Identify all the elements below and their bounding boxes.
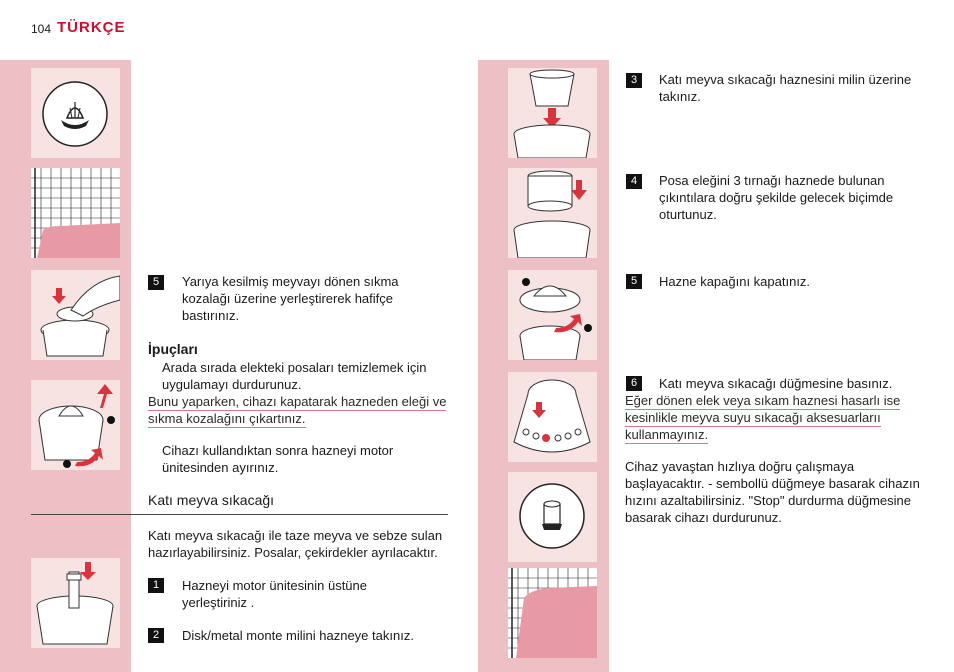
jug-with-spindle-icon xyxy=(31,558,120,648)
section-divider xyxy=(31,514,448,515)
speed-graph-tile xyxy=(31,168,120,258)
citrus-juicer-press-icon xyxy=(31,270,120,360)
jug-spindle-illustration xyxy=(31,558,120,648)
tips-item-2: Cihazı kullandıktan sonra hazneyi motor ünitesinden ayırınız. xyxy=(162,443,394,475)
right-step6-number: 6 xyxy=(626,376,642,391)
page-number: 104 xyxy=(31,22,52,36)
lid-close-illustration xyxy=(508,270,597,360)
lid-rotate-icon xyxy=(508,270,597,360)
juicer-bowl-icon xyxy=(508,68,597,158)
press-fruit-illustration xyxy=(31,270,120,360)
tips-warning-text: Bunu yaparken, cihazı kapatarak hazneden eleği ve sıkma kozalağını çıkartınız. xyxy=(148,394,447,426)
right-step4-text: Posa eleğini 3 tırnağı haznede bulunan çıkıntılara doğru şekilde gelecek biçimde oturtunuz. xyxy=(659,173,894,222)
right-step3-text: Katı meyva sıkacağı haznesini milin üzerine takınız. xyxy=(659,72,912,104)
sieve-insert-illustration xyxy=(508,168,597,258)
right-step5-text: Hazne kapağını kapatınız. xyxy=(659,274,811,289)
right-step4-number: 4 xyxy=(626,174,642,189)
right-step5-number: 5 xyxy=(626,274,642,289)
left-step5-number: 5 xyxy=(148,275,164,290)
left-step1-text: Hazneyi motor ünitesinin üstüne yerleştiriniz . xyxy=(182,578,367,610)
juicer-symbol-icon xyxy=(508,472,597,562)
juicer-disassemble-icon xyxy=(31,380,120,470)
section-intro: Katı meyva sıkacağı ile taze meyva ve sebze sulan hazırlayabilirsiniz. Posalar, çekirdekler ayrılacaktır. xyxy=(148,528,443,560)
citrus-press-symbol-tile xyxy=(31,68,120,158)
speed-graph-icon xyxy=(31,168,120,258)
tips-heading: İpuçları xyxy=(148,341,198,357)
language-heading: TÜRKÇE xyxy=(57,19,126,36)
right-info: Cihaz yavaştan hızlıya doğru çalışmaya başlayacaktır. - sembollü düğmeye basarak cihazın hızını azaltabilirsiniz. "Stop" durdurma düğmesine basarak cihazı durdurunuz. xyxy=(625,459,920,525)
right-warning xyxy=(625,392,910,443)
right-step3-number: 3 xyxy=(626,73,642,88)
juicer-symbol-tile xyxy=(508,472,597,562)
press-button-illustration xyxy=(508,372,597,462)
control-panel-icon xyxy=(508,372,597,462)
remove-sieve-illustration xyxy=(31,380,120,470)
right-warning-text: Eğer dönen elek veya sıkam haznesi hasarlı ise kesinlikle meyva suyu sıkacağı aksesuarlarıı kullanmayınız. xyxy=(625,393,901,442)
tips-warning xyxy=(148,393,448,427)
juicer-bowl-on-spindle-illustration xyxy=(508,68,597,158)
left-step2-number: 2 xyxy=(148,628,164,643)
left-step2-text: Disk/metal monte milini hazneye takınız. xyxy=(182,628,414,643)
left-step1-number: 1 xyxy=(148,578,164,593)
left-step5-text: Yarıya kesilmiş meyvayı dönen sıkma kozalağı üzerine yerleştirerek hafifçe bastırınız. xyxy=(182,274,399,323)
citrus-press-icon xyxy=(31,68,120,158)
right-speed-graph-tile xyxy=(508,568,597,658)
section-heading: Katı meyva sıkacağı xyxy=(148,492,275,508)
tips-item-1: Arada sırada elekteki posaları temizlemek için uygulamayı durdurunuz. xyxy=(162,360,427,392)
right-step6-text: Katı meyva sıkacağı düğmesine basınız. xyxy=(659,376,893,391)
sieve-icon xyxy=(508,168,597,258)
right-speed-graph-icon xyxy=(508,568,597,658)
